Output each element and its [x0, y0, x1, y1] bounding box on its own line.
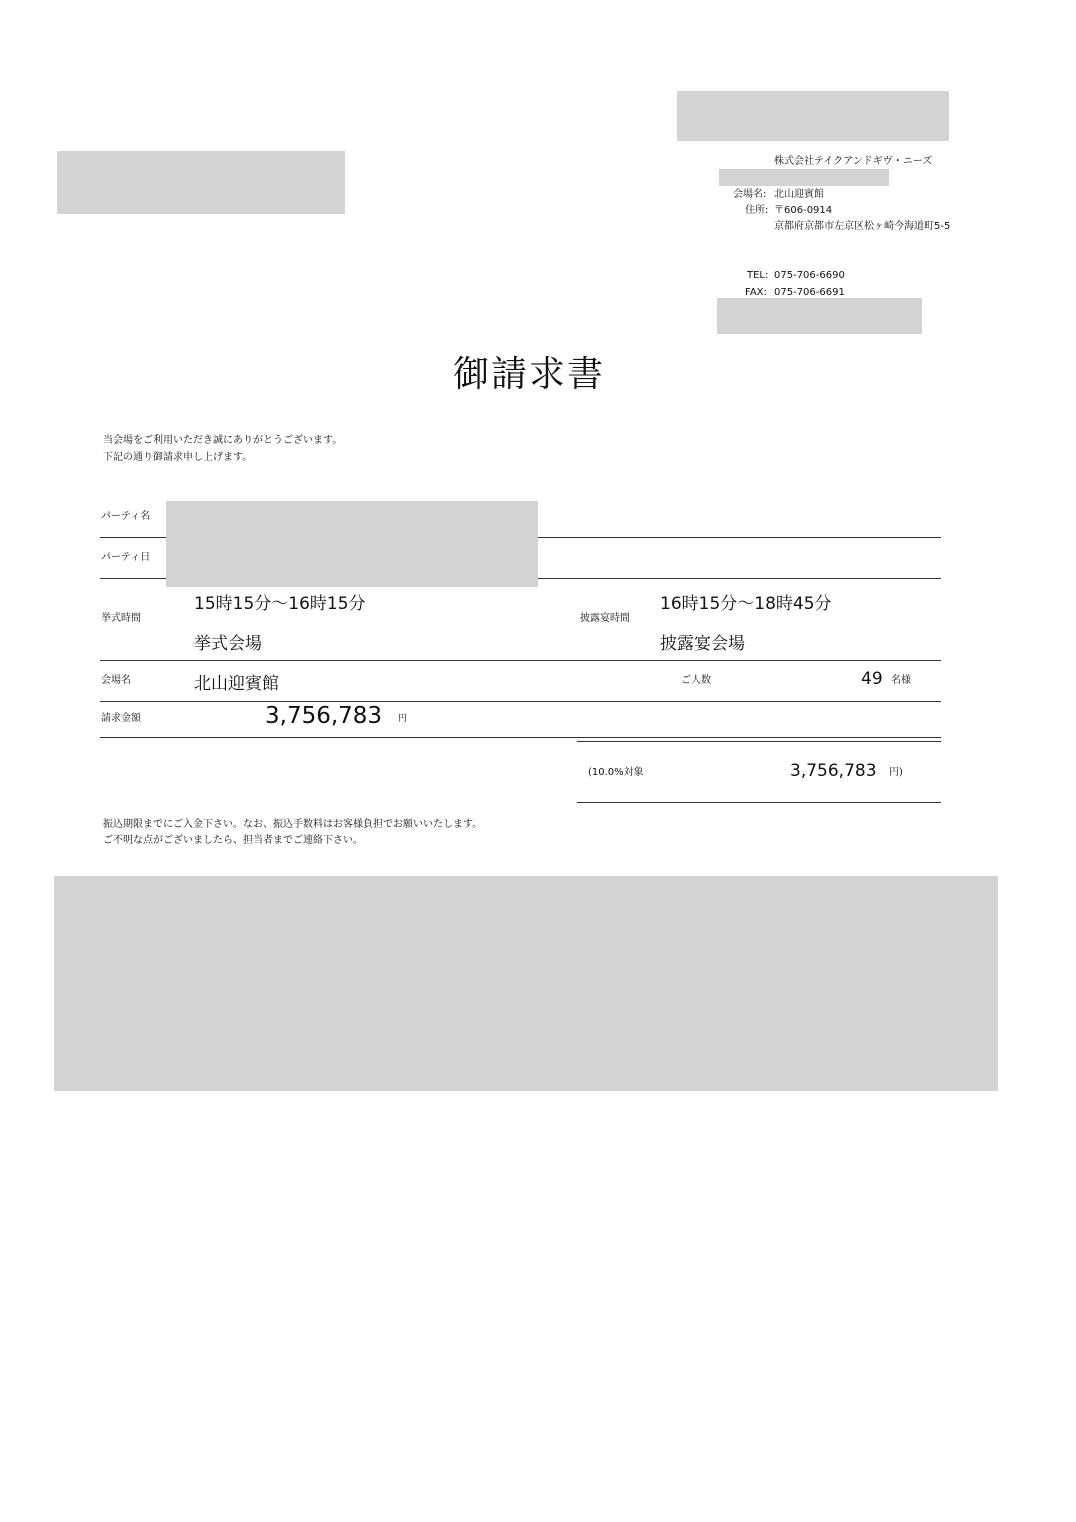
divider [100, 701, 941, 702]
company-address-label: 住所: [745, 205, 769, 216]
ceremony-time-label: 挙式時間 [101, 613, 141, 624]
amount-label: 請求金額 [101, 713, 141, 724]
party-name-label: パーティ名 [101, 511, 151, 522]
guests-label: ご人数 [681, 675, 711, 686]
intro-line-2: 下記の通り御請求申し上げます。 [103, 452, 253, 463]
venue-value: 北山迎賓館 [194, 674, 279, 694]
reception-time-label: 披露宴時間 [580, 613, 630, 624]
company-tel-label: TEL: [747, 270, 769, 281]
venue-label: 会場名 [101, 675, 131, 686]
intro-line-1: 当会場をご利用いただき誠にありがとうございます。 [103, 435, 343, 446]
redacted-recipient [57, 151, 345, 214]
tax-bottom-line [577, 802, 941, 803]
company-postal: 〒606-0914 [774, 205, 833, 216]
tax-value: 3,756,783 [790, 761, 877, 781]
guests-unit: 名様 [891, 675, 911, 686]
company-venue-label: 会場名: [733, 189, 767, 200]
tax-unit: 円) [889, 767, 903, 778]
ceremony-time: 15時15分～16時15分 [194, 594, 366, 614]
redacted-staff [717, 298, 922, 334]
tax-top-line [577, 741, 941, 742]
reception-time: 16時15分～18時45分 [660, 594, 832, 614]
divider [100, 660, 941, 661]
divider [100, 537, 166, 538]
note-line-2: ご不明な点がございましたら、担当者までご連絡下さい。 [103, 835, 363, 846]
divider [538, 578, 941, 579]
company-address: 京都府京都市左京区松ヶ崎今海道町5-5 [774, 221, 951, 232]
redacted-bank-details [54, 876, 998, 1091]
page-title: 御請求書 [453, 354, 606, 395]
divider [100, 578, 166, 579]
company-name: 株式会社テイクアンドギヴ・ニーズ [774, 156, 933, 167]
company-fax-label: FAX: [745, 287, 767, 298]
company-fax: 075-706-6691 [774, 287, 845, 298]
reception-venue: 披露宴会場 [660, 634, 745, 654]
tax-label: (10.0%対象 [588, 767, 644, 778]
redacted-party-info [166, 501, 538, 587]
note-line-1: 振込期限までにご入金下さい。なお、振込手数料はお客様負担でお願いいたします。 [103, 819, 483, 830]
party-date-label: パーティ日 [101, 552, 151, 563]
guests-value: 49 [861, 669, 883, 689]
amount-value: 3,756,783 [265, 703, 383, 729]
redacted-header-top [677, 91, 949, 141]
company-tel: 075-706-6690 [774, 270, 845, 281]
amount-unit: 円 [398, 714, 408, 724]
divider [100, 737, 941, 738]
ceremony-venue: 挙式会場 [194, 634, 262, 654]
divider [538, 537, 941, 538]
redacted-contact-line [719, 169, 889, 186]
company-venue-value: 北山迎賓館 [774, 189, 824, 200]
